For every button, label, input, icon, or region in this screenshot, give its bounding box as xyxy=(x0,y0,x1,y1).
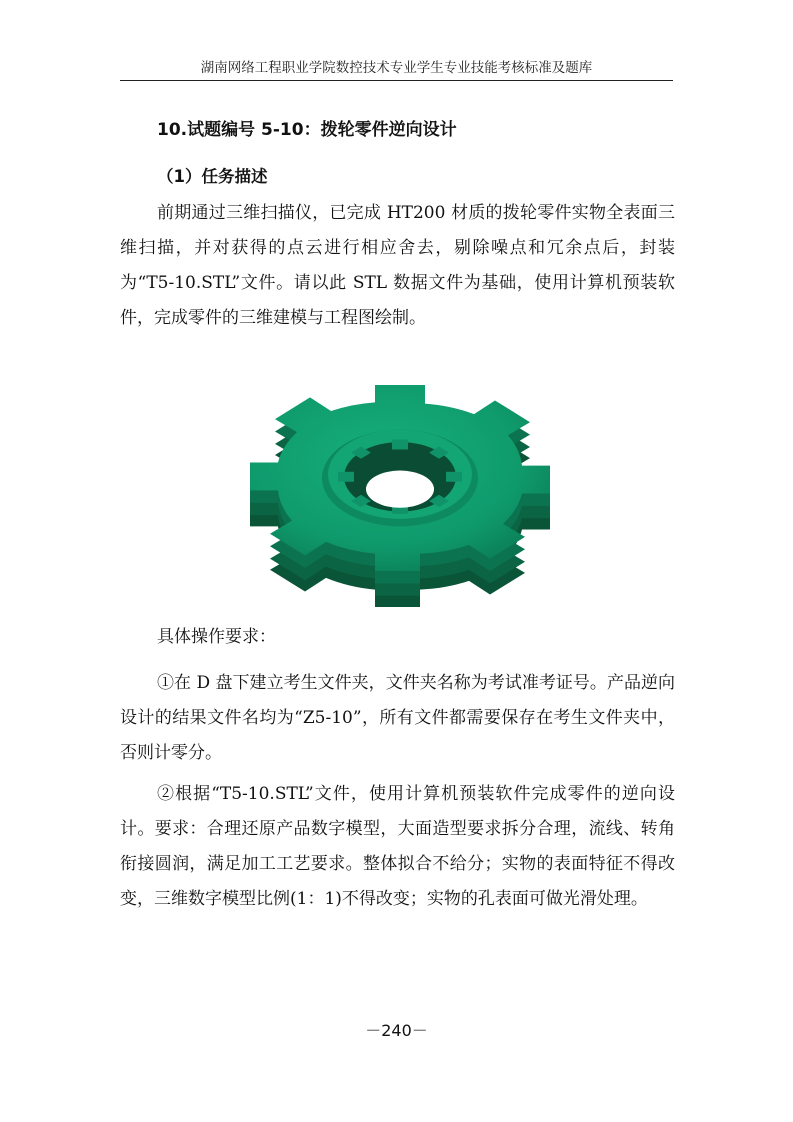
running-header: 湖南网络工程职业学院数控技术专业学生专业技能考核标准及题库 xyxy=(200,60,593,76)
task-description-paragraph: 前期通过三维扫描仪，已完成 HT200 材质的拨轮零件实物全表面三维扫描，并对获得的点云进行相应舍去，剔除噪点和冗余点后，封装为“T5-10.STL”文件。请以此 STL 数据文件为基础，使用计算机预装软件，完成零件的三维建模与工程图绘制。 xyxy=(120,203,675,328)
thumb-wheel-3d-model-icon xyxy=(230,360,570,610)
requirement-item-2: ②根据“T5-10.STL”文件，使用计算机预装软件完成零件的逆向设计。要求：合理还原产品数字模型，大面造型要求拆分合理，流线、转角衔接圆润，满足加工工艺要求。整体拟合不给分；实物的表面特征不得改变，三维数字模型比例(1：1)不得改变；实物的孔表面可做光滑处理。 xyxy=(120,784,675,909)
operation-requirements-heading: 具体操作要求： xyxy=(157,627,276,647)
requirement-item-1: ①在 D 盘下建立考生文件夹，文件夹名称为考试准考证号。产品逆向设计的结果文件名均为“Z5-10”，所有文件都需要保存在考生文件夹中，否则计零分。 xyxy=(120,673,675,763)
section-title: 10.试题编号 5-10：拨轮零件逆向设计 xyxy=(157,120,457,140)
page-number: －240－ xyxy=(365,1021,428,1040)
thumb-wheel-figure xyxy=(230,360,570,610)
task-description-heading: （1）任务描述 xyxy=(157,167,268,186)
header-divider xyxy=(120,80,673,81)
